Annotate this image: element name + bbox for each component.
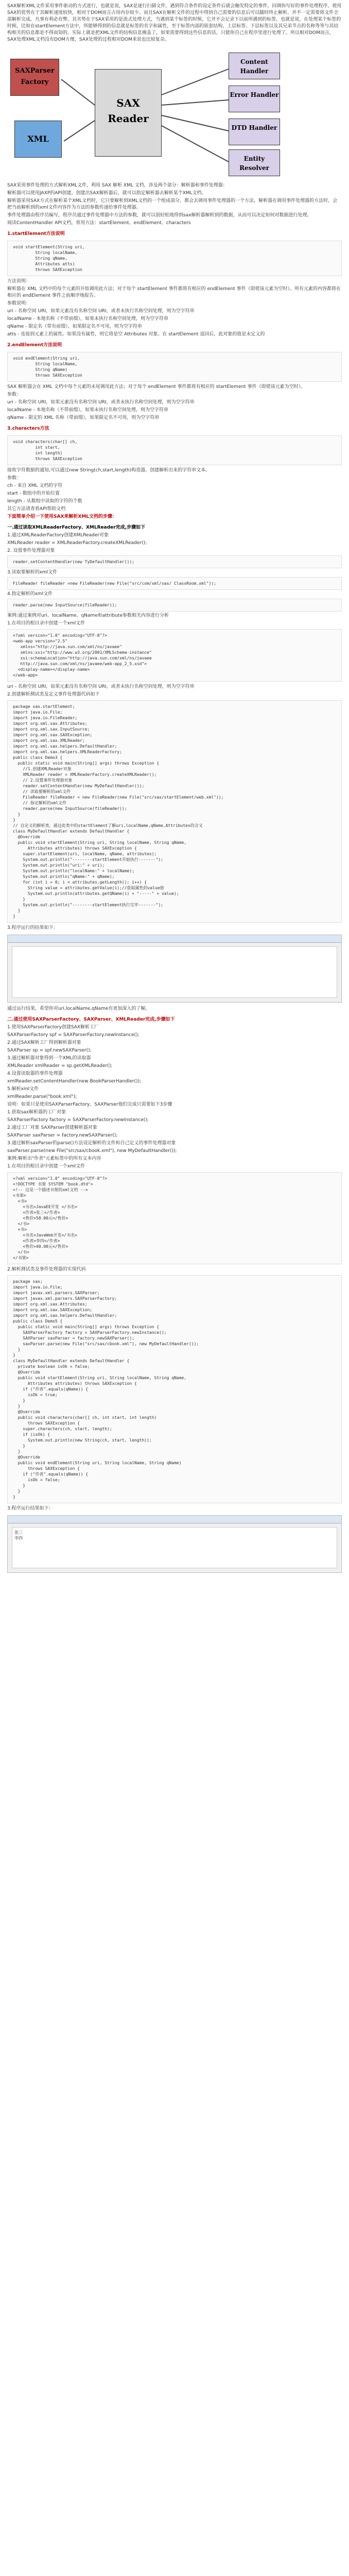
step-line: 3.程序运行结果如下: <box>7 1506 50 1511</box>
code-line: System.out.println("--------startElement开始执行-------"); <box>13 857 164 862</box>
section-1-heading: 1.startElement方法说明 <box>7 231 65 236</box>
step-line: XMLReader xmlReader = sp.getXMLReader(); <box>7 1063 113 1069</box>
text-line: 参数： <box>7 392 22 397</box>
step-line: 说明：如果只是使用SAXParserFactory、SAXParser他们完成只需要如下3步骤 <box>7 1102 172 1107</box>
code-line: String localName, <box>13 250 78 255</box>
code-line: xmlns="http://java.sun.com/xml/ns/javaee" <box>13 645 122 649</box>
code-line: @Override <box>13 1455 40 1460</box>
code-line: import javax.xml.parsers.SAXParserFactory; <box>13 1296 117 1301</box>
step-code <box>7 577 342 590</box>
method-1-result-note <box>0 1006 349 1012</box>
text-line: uri - 名称空间 URI，如果元素没有名称空间 URI，或者未执行名称空间处理，则为空字符串 <box>7 400 195 405</box>
text-line: qName - 限定的 XML 名称（带前缀），如果限定名不可用，则为空字符串 <box>7 415 160 420</box>
text-line: 接收字符数据的通知,可以通过new String(ch,start,length)构造器，创建解析出来的字符串文本。 <box>7 468 211 473</box>
step-line: 1.获取sax解析器的工厂对象 <box>7 1110 66 1115</box>
text-line: SAX 解析器会在 XML 文档中每个元素的末尾调用此方法；对于每个 endElement 事件都将有相应的 startElement 事件（即使该元素为空时）。 <box>7 384 306 389</box>
code-line: } <box>13 1489 21 1494</box>
result-line: 张三 <box>14 1530 23 1535</box>
code-line: if (isOk) { <box>13 1432 50 1437</box>
code-line: System.out.println("localName:" + localName); <box>13 869 135 873</box>
code-line: public void characters(char[] ch, int start, int length) <box>13 1415 157 1420</box>
code-line: <作者>李四</作者> <box>13 1239 60 1243</box>
code-line: import org.xml.sax.InputSource; <box>13 727 90 732</box>
code-line: } <box>13 1444 26 1448</box>
code-line: </web-app> <box>13 673 38 677</box>
code-line: import org.xml.sax.helpers.DefaultHandler; <box>13 744 117 749</box>
sax-reader-label: SAX Reader <box>108 97 149 125</box>
code-line: } <box>13 1347 21 1352</box>
code-line: String qName) <box>13 367 67 372</box>
step-line: 2.通过SAX解析工厂得到解析器对象 <box>7 1040 81 1045</box>
intro-paragraph-5: 事件处理器由程序员编写，程序员通过事件处理器中方法的参数，就可以很轻松地得到sax解析器解析到的数据，从而可以决定如何对数据进行处理。 <box>7 213 312 218</box>
code-line: public void startElement(String uri, String localName, String qName, <box>13 1376 187 1380</box>
code-line: @Override <box>13 1370 40 1375</box>
code-line: } <box>13 1398 26 1403</box>
code-line: } <box>13 1404 21 1409</box>
text-line: localName - 本地名称（不带前缀），如果未执行名称空间处理，则为空字符串 <box>7 408 168 413</box>
intro-section <box>0 0 349 43</box>
code-line: throws SAXException { <box>13 1466 80 1471</box>
step-line: 通过运行结果，希望你对uri,localName,qName有更加深入的了解。 <box>7 1006 150 1011</box>
text-line: qName - 限定名（带有前缀），如果限定名不可用，则为空字符串 <box>7 324 142 329</box>
intro-paragraph-1: SAX解析XML文件采用事件驱动的方式进行，也就是说，SAX是逐行扫描文件，遇到符合条件的设定条件后就会触发特定的事件，回调你写好的事件处理程序。使用SAX的优势在于其解析速度较快，相对于DOM而言占用内存较少。而且SAX在解析文件的过程中得到自己需要的信息后可以随时终止解析，并不一定需要将文件全部解析完成。凡事有利必有弊，其劣势在于SAX采用的是流式处理方式，当遇到某个标签的时候，它并不会记录下以前所遇到的标签，也就是说，在处理某个标签的时候，比如在startElement方法中，所能够得到的信息就是标签的名字和属性，至于标签内部的嵌套结构，上层标签、下层标签以及其兄弟节点的名称等等与其结构相关的信息都是不得而知的。实际上就是把XML文件的结构信息掩盖了，如果需要得到这些信息的话，只能你自己在程序里进行处理了。所以相对DOM而言，SAX处理XML文档没有DOM方便，SAX处理的过程相对DOM来说也比较复杂。 <box>7 4 342 42</box>
code-line: Attributes attributes) throws SAXException { <box>13 846 137 851</box>
code-line: public static void main(String[] args) throws Exception { <box>13 761 160 766</box>
code-line: } <box>13 1449 21 1454</box>
code-line: import org.xml.sax.Attributes; <box>13 721 88 726</box>
code-line: import java.io.FileReader; <box>13 716 78 720</box>
code-line: <售价>40.00元</售价> <box>13 1244 68 1249</box>
intro-paragraph-4: 解析器采用SAX方式在解析某个XML文档时，它只要解析到XML文档的一个组成部分，都会去调用事件处理器的一个方法，解析器在调用事件处理器的方法时，会把当前解析到的xml文件内容作为方法的参数传递给事件处理器。 <box>7 198 338 210</box>
step-line: 2.通过工厂对象 SAXParser创建解析器对象 <box>7 1125 97 1130</box>
code-line: int length) <box>13 451 63 455</box>
code-line: import org.xml.sax.helpers.XMLReaderFactory; <box>13 750 122 754</box>
code-line: @Override <box>13 1410 40 1414</box>
sax-reader-box <box>95 69 162 157</box>
code-line: System.out.println("--------startElement执行完毕-------"); <box>13 903 164 907</box>
step-line: 3.通过解析saxParser的parse()方法设定解析的文件和自己定义的事件处理器对象 <box>7 1141 176 1146</box>
step-line: SAXParser sp = spf.newSAXParser(); <box>7 1048 92 1053</box>
code-line: saxParser.parse(new File("src/sax/cbook.xml"), new MyDefaultHandler()); <box>13 1342 199 1346</box>
method-1-param-note <box>0 684 349 698</box>
code-line: System.out.println("qName:" + qName); <box>13 874 115 879</box>
step-line: 案例:解析出"作者"元素标签中的所有文本内容 <box>7 1156 101 1161</box>
step-code <box>7 555 342 568</box>
code-line: <?xml version="1.0" encoding="UTF-8"?> <box>13 633 108 638</box>
step-line: 4.指定解析的xml文件 <box>7 591 53 597</box>
section-3-heading: 3.characters方法 <box>7 426 49 431</box>
code-line: <书名>JavaWeb开发</书名> <box>13 1233 78 1238</box>
code-line: if ("作者".equals(qName)) { <box>13 1472 89 1477</box>
text-line: 参数： <box>7 476 22 481</box>
section-1-code <box>7 241 342 276</box>
code-line: <!-- 这是一个描述书架的xml文档 --> <box>13 1188 88 1192</box>
code-line: <书> <box>13 1227 27 1232</box>
code-line: reader.setContentHandler(new TyDefaultHandler()); <box>13 560 135 564</box>
method-1-xml-code <box>7 629 342 682</box>
code-line: <作者>张三</作者> <box>13 1210 60 1215</box>
code-line: class MyDefaultHandler extends DefaultHandler { <box>13 829 130 834</box>
code-line: for (int i = 0; i < attributes.getLength(); i++) { <box>13 880 147 885</box>
code-line: void startElement(String uri, <box>13 245 85 249</box>
code-line: } <box>13 897 26 902</box>
result-line: 李四 <box>14 1536 23 1540</box>
code-line: xmlns:xsi="http://www.w3.org/2001/XMLSchema-instance" <box>13 650 152 655</box>
note-steps-intro: 下面简单介绍一下使用SAX来解析XML文档的步骤： <box>7 514 117 519</box>
code-line: reader.parse(new InputSource(fileReader)); <box>13 603 117 607</box>
text-line: 解析器在 XML 文档中的每个元素的开始调用此方法；对于每个 startElement 事件都将有相应的 endElement 事件（即使该元素为空时）。所有元素的内容都将在相应的 endElement 事件之前顺序地报告。 <box>7 286 341 298</box>
method-1-result-label <box>0 925 349 931</box>
step-line: 1.通过XMLReaderFactory创建XMLReader对象 <box>7 533 109 538</box>
text-line: length - 从数组中读取的字符的个数 <box>7 499 82 504</box>
text-line: localName - 本地名称（不带前缀），如果未执行名称空间处理，则为空字符串 <box>7 316 168 321</box>
code-line: package sax; <box>13 1279 43 1284</box>
code-line: void characters(char[] ch, <box>13 439 78 444</box>
code-line: } <box>13 1353 15 1358</box>
code-line: } <box>13 908 21 913</box>
code-line: <售价>58.00元</售价> <box>13 1216 68 1221</box>
code-line: FileReader fileReader = new FileReader(new File("src/sax/startElement/web.xml")); <box>13 795 224 800</box>
section-2-text <box>0 384 349 421</box>
code-line: </书> <box>13 1250 30 1255</box>
code-line: } <box>13 818 15 822</box>
code-line: if ("作者".equals(qName)) { <box>13 1387 89 1392</box>
console-output-area <box>12 946 337 998</box>
console-toolbar <box>8 935 341 943</box>
xml-document-box <box>14 121 62 158</box>
code-line: throws SAXException <box>13 373 82 378</box>
code-line: public class Demo5 { <box>13 1319 63 1324</box>
step-line: 3.读取要解析的xml文件 <box>7 570 58 575</box>
step-line: 3.程序运行的结果如下: <box>7 925 55 930</box>
console-toolbar <box>8 1516 341 1523</box>
console-output-area <box>12 1527 337 1568</box>
method-2-step3 <box>0 1505 349 1512</box>
text-line: start - 数组中的开始位置 <box>7 491 60 496</box>
entity-resolver-box <box>229 149 280 176</box>
code-line: SAXParser saxParser = factory.newSAXParser(); <box>13 1336 135 1341</box>
section-3-code <box>7 435 342 465</box>
step-line: saxParser.parse(new File("src/sax/cbook.xml"), new MyDefaultHandler()); <box>7 1148 177 1154</box>
error-handler-box <box>229 86 280 112</box>
section-2-code <box>7 352 342 382</box>
code-line: public void startElement(String uri, String localName, String qName, <box>13 840 187 845</box>
code-line: Attributes attributes) throws SAXException { <box>13 1381 137 1386</box>
code-line: String qName, <box>13 256 67 261</box>
code-line: </书架> <box>13 1256 29 1260</box>
xml-label: XML <box>27 134 49 144</box>
code-line: import org.xml.sax.helpers.DefaultHandler; <box>13 1313 117 1318</box>
method-2-xml-code <box>7 1172 342 1264</box>
step-line: xmlReader.parse("book.xml"); <box>7 1094 77 1099</box>
code-line: // 自定义的解析类，通过此类中的startElement了解uri,localName,qName,Attributes的含义 <box>13 823 203 828</box>
code-line: xsi:schemaLocation="http://java.sun.com/xml/ns/javaee <box>13 656 152 660</box>
code-line: import javax.xml.parsers.SAXParser; <box>13 1291 100 1295</box>
param-note: uri - 名称空间 URI，如果元素没有名称空间 URI，或者未执行名称空间处理，则为空字符串 <box>7 684 195 689</box>
code-line: <display-name></display-name> <box>13 667 90 672</box>
method-2-heading: 二.通过使用SAXParserFactory、SAXParser、XMLReader完成,步骤如下 <box>7 1017 175 1022</box>
code-line: throws SAXException { <box>13 1421 80 1426</box>
code-line: import org.xml.sax.Attributes; <box>13 1302 88 1307</box>
method-2-steps <box>0 1024 349 1170</box>
step-line: 案例:通过案例对uri、localName、qName和attribute参数相关内容进行分析 <box>7 613 169 618</box>
sax-architecture-diagram <box>7 48 342 177</box>
code-line: String value = attributes.getValue(i);//获取属性的value值 <box>13 886 164 890</box>
step-line: 1.在项目的根目录中创建一个xml文件 <box>7 1164 85 1169</box>
eclipse-result-screenshot <box>7 1515 342 1573</box>
step-line: 2.创建解析测试类及定义事件处理器代码如下 <box>7 692 100 697</box>
section-1-text <box>0 278 349 338</box>
code-line: String localName, <box>13 362 78 366</box>
sax-parser-factory-box <box>10 59 59 96</box>
code-line: class MyDefaultHandler extends DefaultHandler { <box>13 1359 130 1363</box>
code-line: isOk = false; <box>13 1478 60 1482</box>
code-line: // 指定解析的xml文件 <box>13 801 67 805</box>
code-line: System.out.println(attributes.getQName(i) + "-----" + value); <box>13 891 179 896</box>
step-line: XMLReader reader = XMLReaderFactory.createXMLReader(); <box>7 540 147 546</box>
step-line: SAXParserFactory spf = SAXParserFactory.newInstance(); <box>7 1032 139 1038</box>
code-line: void endElement(String uri, <box>13 356 80 361</box>
code-line: <!DOCTYPE 书架 SYSTEM "book.dtd"> <box>13 1182 93 1187</box>
method-2-step2 <box>0 1266 349 1273</box>
dtd-handler-label: DTD Handler <box>231 124 277 131</box>
code-line: import org.xml.sax.SAXException; <box>13 1308 93 1312</box>
intro-paragraph-6: 阅读ContentHandler API文档，常用方法：startElement、endElement、characters <box>7 221 191 226</box>
code-line: } <box>13 914 15 919</box>
code-line: SAXParserFactory factory = SAXParserFactory.newInstance(); <box>13 1330 167 1335</box>
code-line: import org.xml.sax.XMLReader; <box>13 738 85 743</box>
content-handler-box <box>229 53 280 79</box>
code-line: //1.创建XMLReader对象 <box>13 767 72 771</box>
section-2-heading: 2.endElement方法说明 <box>7 343 62 348</box>
dtd-handler-box <box>229 118 280 145</box>
code-line: </书> <box>13 1222 30 1226</box>
intro-section-2 <box>0 182 349 227</box>
code-line: package sax.startElement; <box>13 704 75 709</box>
code-line: throws SAXException <box>13 456 82 461</box>
code-line: throws SAXException <box>13 267 82 272</box>
method-1-heading: 一.通过读取XMLReaderFactory、XMLReader完成,步骤如下 <box>7 525 146 530</box>
method-1-java-code <box>7 700 342 923</box>
code-line: import java.io.File; <box>13 710 63 715</box>
code-line: public static void main(String[] args) throws Exception { <box>13 1325 160 1329</box>
code-line: super.startElement(uri, localName, qName, attributes); <box>13 852 157 856</box>
code-line: public void endElement(String uri, String localName, String qName) <box>13 1461 182 1465</box>
code-line: <?xml version="1.0" encoding="UTF-8"?> <box>13 1176 108 1181</box>
code-line: } <box>13 1483 26 1488</box>
step-line: xmlReader.setContentHandler(new BookParserHandler()); <box>7 1079 142 1084</box>
step-line: 2. 设置事件处理器对象 <box>7 548 55 553</box>
method-2-java-code <box>7 1275 342 1503</box>
code-line: // 2.设置事件处理器对象 <box>13 778 73 783</box>
step-code <box>7 599 342 612</box>
code-line: FileReader fileReader =new FileReader(new File("src/com/xml/sax/ ClassRoom.xml")); <box>13 581 216 586</box>
intro-paragraph-2: SAX采用事件处理的方式解析XML文件，利用 SAX 解析 XML 文档，涉及两个部分：解析器和事件处理器： <box>7 183 228 188</box>
code-line: Attributes atts) <box>13 262 75 266</box>
sax-parser-factory-label: SAXParser Factory <box>15 67 55 86</box>
content-handler-label: Content Handler <box>240 58 269 75</box>
step-line: 4.设置读取器的事件处理器 <box>7 1071 63 1076</box>
code-line: isOk = true; <box>13 1393 58 1397</box>
code-line: super.characters(ch, start, length); <box>13 1427 112 1431</box>
code-line: import java.io.File; <box>13 1285 63 1290</box>
eclipse-console-screenshot <box>7 935 342 1003</box>
step-line: 1.在项目的根目录中创建一个xml文件 <box>7 621 85 626</box>
code-line: // 读取要解析的xml文件 <box>13 789 71 794</box>
code-line: } <box>13 812 21 817</box>
entity-resolver-label: Entity Resolver <box>239 155 269 172</box>
code-line: reader.parse(new InputSource(fileReader)); <box>13 806 127 811</box>
step-line: 3.通过解析器对象得到一个XML的读取器 <box>7 1056 91 1061</box>
code-line: <web-app version="2.5" <box>13 639 67 643</box>
code-line: http://java.sun.com/xml/ns/javaee/web-app_2_5.xsd"> <box>13 662 147 666</box>
text-line: uri - 名称空间 URI，如果元素没有名称空间 URI，或者未执行名称空间处理，则为空字符串 <box>7 309 195 314</box>
method-1-steps <box>0 532 349 627</box>
code-line: <书架> <box>13 1193 26 1198</box>
code-line: <书名>JavaEE开发 </书名> <box>13 1205 78 1209</box>
text-line: 参数说明： <box>7 301 31 306</box>
text-line: 方法说明： <box>7 279 31 284</box>
code-line: <书> <box>13 1199 27 1204</box>
step-line: SAXParser saxParser = factory.newSAXParser(); <box>7 1133 118 1138</box>
code-line: int start, <box>13 445 60 450</box>
code-line: private boolean isOk = false; <box>13 1364 90 1369</box>
code-line: public class Demo3 { <box>13 755 63 760</box>
error-handler-label: Error Handler <box>230 91 279 98</box>
step-line: 2.解析测试类及事件处理器的实现代码 <box>7 1267 86 1272</box>
code-line: System.out.println(new String(ch, start, length)); <box>13 1438 152 1443</box>
note-other-methods: 其它方法请查看API帮助文档 <box>7 506 66 512</box>
code-line: @Override <box>13 835 40 839</box>
step-line: 1.使用SAXParserFactory创建SAX解析工厂 <box>7 1025 99 1030</box>
step-line: 5.解析xml文件 <box>7 1087 39 1092</box>
code-line: import org.xml.sax.SAXException; <box>13 733 93 737</box>
code-line: reader.setContentHandler(new MyDefaultHandler()); <box>13 784 145 788</box>
intro-paragraph-3: 解析器可以使用JAXP的API创建，创建出SAX解析器后，就可以指定解析器去解析某个XML文档。 <box>7 191 206 196</box>
text-line: ch - 来自 XML 文档的字符 <box>7 483 63 488</box>
code-line: System.out.println("uri:" + uri); <box>13 863 105 868</box>
code-line: } <box>13 1495 15 1499</box>
section-3-text <box>0 467 349 520</box>
text-line: atts - 连接到元素上的属性。如果没有属性，则它将是空 Attributes 对象。在 startElement 返回后，此对象的值是未定义的 <box>7 332 265 337</box>
code-line: XMLReader reader = XMLReaderFactory.createXMLReader(); <box>13 772 157 777</box>
step-line: SAXParserFactory factory = SAXParserFactory.newInstance(); <box>7 1117 149 1123</box>
